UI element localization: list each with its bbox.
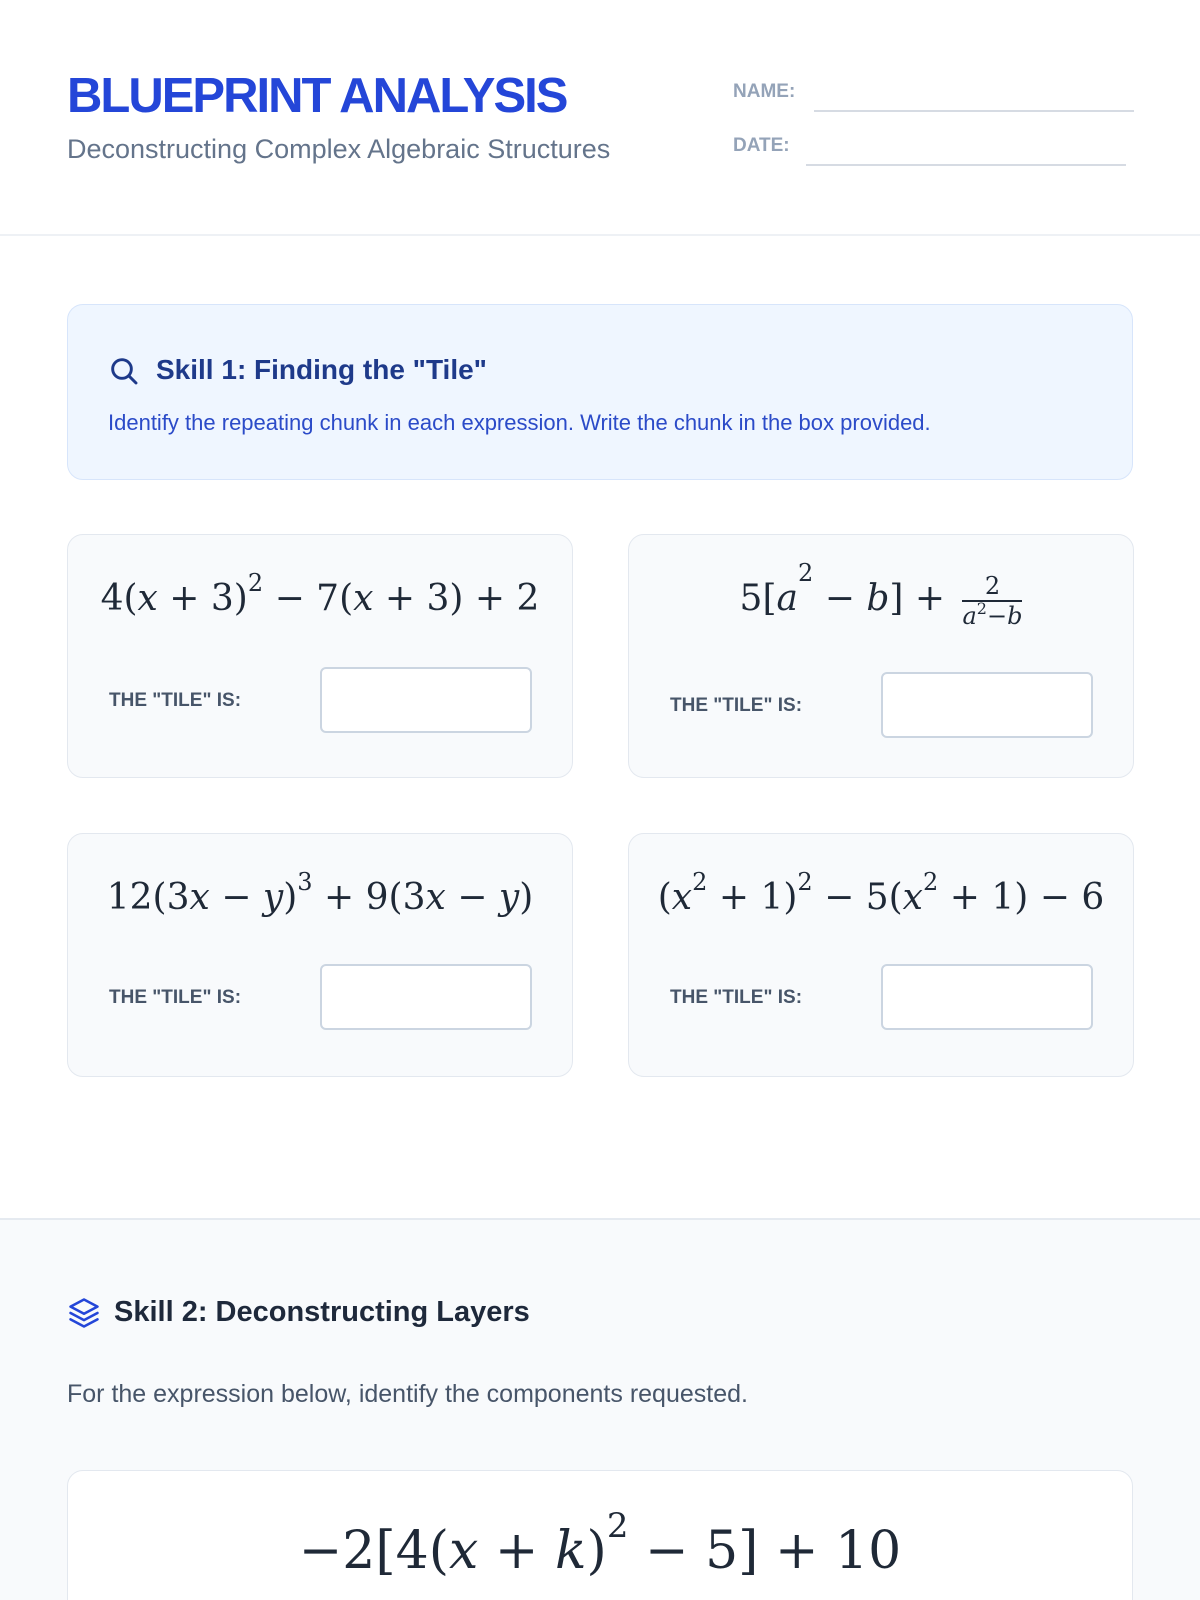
skill2-expression: $-2[4(x + k)^2 - 5] + 10$ xyxy=(298,1506,902,1581)
date-field-line[interactable] xyxy=(806,164,1126,166)
skill1-banner xyxy=(67,304,1133,480)
worksheet-subtitle: Deconstructing Complex Algebraic Structures xyxy=(67,134,611,164)
skill1-heading: Skill 1: Finding the "Tile" xyxy=(156,354,487,385)
skill2-section xyxy=(0,1218,1200,1600)
name-field-line[interactable] xyxy=(814,110,1134,112)
problem-expression-4: $(x^2 + 1)^2 - 5(x^2 + 1) - 6$ xyxy=(657,868,1105,918)
layers-icon xyxy=(67,1296,101,1330)
search-icon xyxy=(108,355,140,387)
tile-label: THE "TILE" IS: xyxy=(109,690,242,711)
skill1-instructions: Identify the repeating chunk in each expression. Write the chunk in the box provided. xyxy=(108,410,931,435)
problem-card-3 xyxy=(67,833,573,1077)
tile-answer-input-1[interactable] xyxy=(320,667,532,733)
problem-expression-2: $5[a^2 - b]$ + $\frac{2}{a^2-b}$ xyxy=(739,559,1023,630)
date-label: DATE: xyxy=(733,135,790,156)
tile-label: THE "TILE" IS: xyxy=(109,987,242,1008)
tile-label: THE "TILE" IS: xyxy=(670,695,803,716)
problem-card-2 xyxy=(628,534,1134,778)
skill2-heading: Skill 2: Deconstructing Layers xyxy=(114,1296,530,1328)
fraction: $\frac{2}{a^2-b}$ xyxy=(962,571,1023,630)
problem-expression-3: $12(3x - y)^3 + 9(3x - y)$ xyxy=(106,868,534,918)
skill2-expression-card xyxy=(67,1470,1133,1600)
problem-expression-1: $4(x + 3)^2 - 7(x + 3) + 2$ xyxy=(100,569,540,619)
worksheet-header xyxy=(0,0,1200,236)
tile-answer-input-2[interactable] xyxy=(881,672,1093,738)
problem-card-1 xyxy=(67,534,573,778)
tile-answer-input-3[interactable] xyxy=(320,964,532,1030)
skill2-instructions: For the expression below, identify the components requested. xyxy=(67,1380,748,1408)
name-label: NAME: xyxy=(733,81,796,102)
tile-label: THE "TILE" IS: xyxy=(670,987,803,1008)
problem-card-4 xyxy=(628,833,1134,1077)
worksheet-title: BLUEPRINT ANALYSIS xyxy=(67,69,567,123)
tile-answer-input-4[interactable] xyxy=(881,964,1093,1030)
